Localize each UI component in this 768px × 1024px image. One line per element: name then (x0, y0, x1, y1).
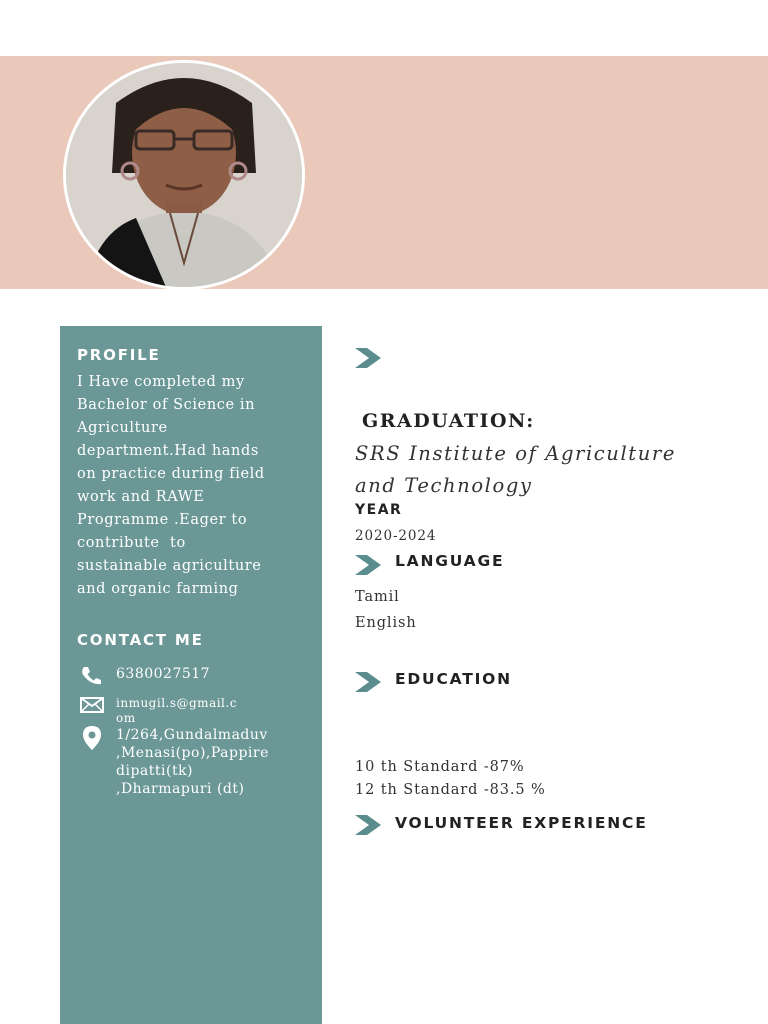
language-item: English (355, 615, 417, 631)
chevron-arrow-icon (355, 672, 381, 692)
education-item: 12 th Standard -83.5 % (355, 782, 546, 798)
graduation-institution: SRS Institute of Agriculture and Technology (355, 442, 676, 497)
profile-photo (63, 60, 305, 290)
chevron-arrow-icon (355, 555, 381, 575)
education-item: 10 th Standard -87% (355, 759, 525, 775)
map-pin-icon (80, 726, 102, 754)
language-item: Tamil (355, 589, 400, 605)
phone-icon (80, 665, 102, 689)
graduation-title: GRADUATION: (362, 410, 535, 432)
contact-heading: CONTACT ME (77, 631, 204, 649)
phone-number: 6380027517 (116, 666, 211, 682)
postal-address: 1/264,Gundalmaduv ,Menasi(po),Pappire dipatti(tk) ,Dharmapuri (dt) (116, 727, 269, 797)
chevron-arrow-icon (355, 348, 381, 368)
sidebar (60, 326, 322, 1024)
graduation-year: 2020-2024 (355, 528, 437, 544)
profile-heading: PROFILE (77, 346, 161, 364)
volunteer-heading: VOLUNTEER EXPERIENCE (395, 814, 648, 832)
chevron-arrow-icon (355, 815, 381, 835)
envelope-icon (80, 696, 104, 717)
language-heading: LANGUAGE (395, 552, 505, 570)
year-label: YEAR (355, 502, 403, 518)
profile-text: I Have completed my Bachelor of Science in Agriculture department.Had hands on practice during field work and RAWE Programme .Eager to contribute to sustainable agriculture and organic farming (77, 374, 265, 597)
email-address: inmugil.s@gmail.c om (116, 696, 237, 725)
education-heading: EDUCATION (395, 670, 512, 688)
